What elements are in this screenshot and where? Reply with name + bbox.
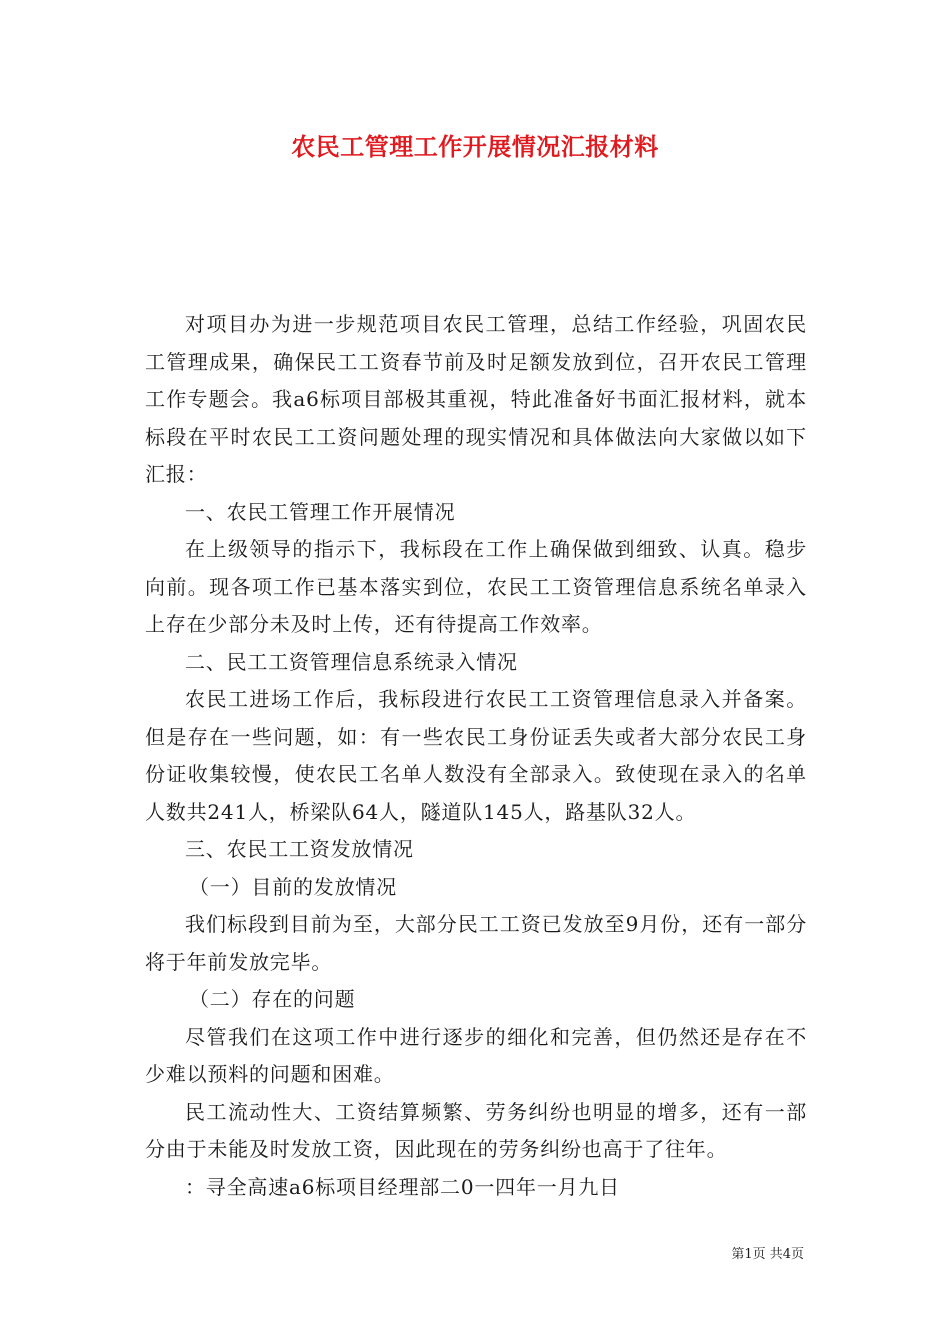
- section-heading-2: 二、民工工资管理信息系统录入情况: [185, 649, 518, 674]
- subsection-1-paragraph: 我们标段到目前为至，大部分民工工资已发放至9月份，还有一部分将于年前发放完毕。: [145, 912, 807, 974]
- section-heading-3: 三、农民工工资发放情况: [185, 837, 414, 861]
- subsection-2-paragraph-1: 尽管我们在这项工作中进行逐步的细化和完善，但仍然还是存在不少难以预料的问题和困难。: [145, 1024, 807, 1086]
- document-title: 农民工管理工作开展情况汇报材料: [291, 132, 659, 161]
- subsection-heading-2: （二）存在的问题: [189, 987, 356, 1011]
- subsection-2-paragraph-2: 民工流动性大、工资结算频繁、劳务纠纷也明显的增多，还有一部分由于未能及时发放工资，因此现在的劳务纠纷也高于了往年。: [145, 1099, 807, 1161]
- subsection-heading-1: （一）目前的发放情况: [189, 874, 397, 899]
- section-2-paragraph: 农民工进场工作后，我标段进行农民工工资管理信息录入并备案。但是存在一些问题，如：有一些农民工身份证丢失或者大部分农民工身份证收集较慢，使农民工名单人数没有全部录入。致使现在录入的名单人数共241人，桥梁队64人，隧道队145人，路基队32人。: [145, 687, 807, 824]
- intro-paragraph: 对项目办为进一步规范项目农民工管理，总结工作经验，巩固农民工管理成果，确保民工工资春节前及时足额发放到位，召开农民工管理工作专题会。我a6标项目部极其重视，特此准备好书面汇报材料，就本标段在平时农民工工资问题处理的现实情况和具体做法向大家做以如下汇报：: [145, 312, 807, 486]
- section-heading-1: 一、农民工管理工作开展情况: [185, 499, 456, 524]
- closing-signature: ：寻全高速a6标项目经理部二0一四年一月九日: [185, 1174, 620, 1199]
- document-body: [145, 306, 807, 1206]
- section-1-paragraph: 在上级领导的指示下，我标段在工作上确保做到细致、认真。稳步向前。现各项工作已基本落实到位，农民工工资管理信息系统名单录入上存在少部分未及时上传，还有待提高工作效率。: [145, 537, 807, 636]
- page-number: 第1页 共4页: [731, 1247, 804, 1262]
